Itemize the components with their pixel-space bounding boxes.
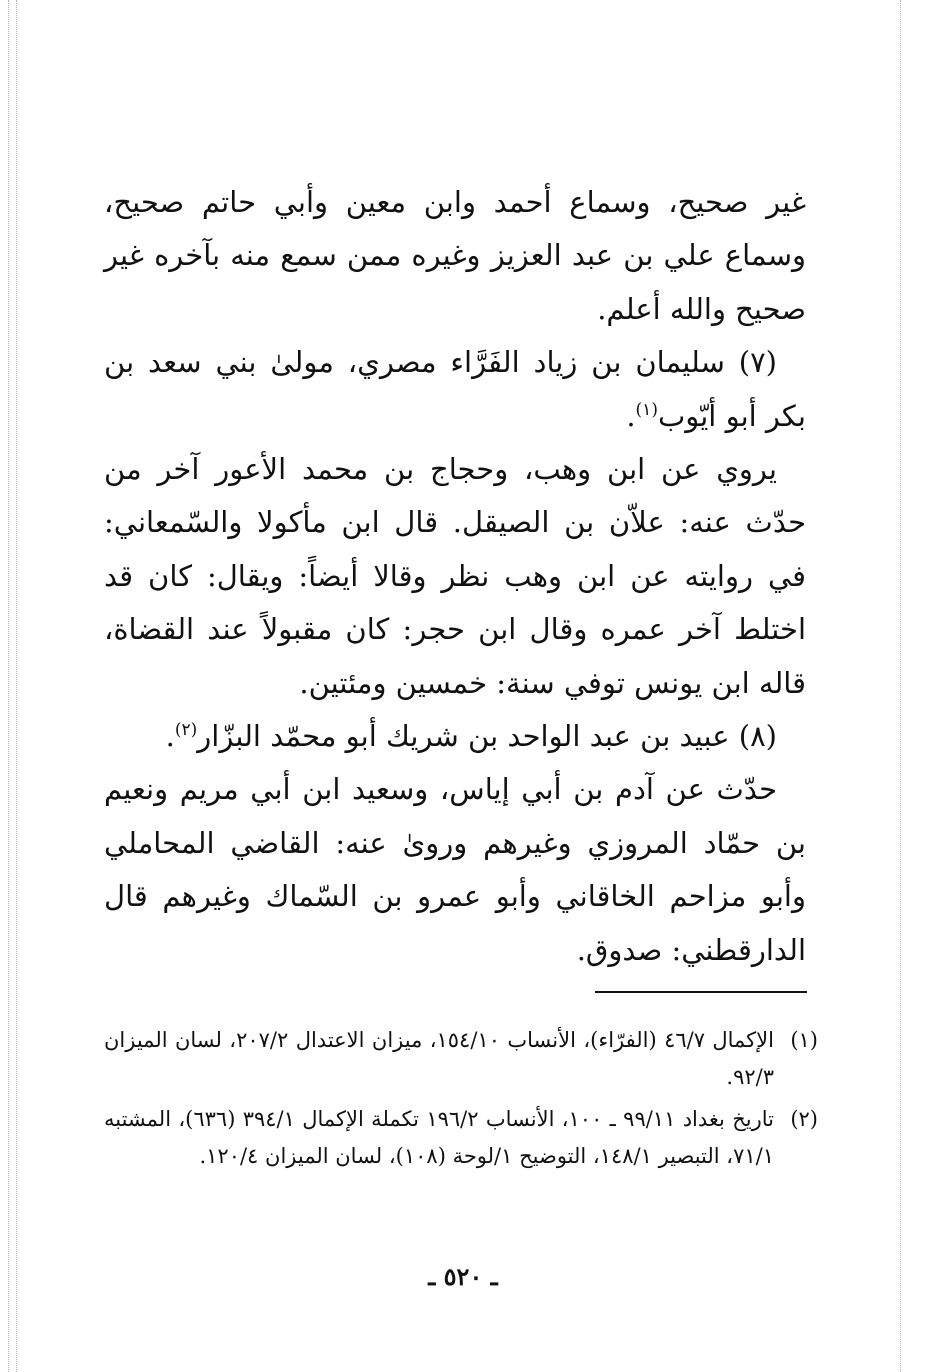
entry-8-body: حدّث عن آدم بن أبي إياس، وسعيد ابن أبي مريم ونعيم بن حمّاد المروزي وغيرهم وروىٰ عنه: القاضي المحاملي وأبو مزاحم الخاقاني وأبو عمرو بن السّماك وغيرهم قال الدارقطني: صدوق.	[104, 772, 806, 967]
footnote-ref-2[interactable]: (٢)	[174, 720, 198, 741]
entry-8-text: (٨) عبيد بن عبد الواحد بن شريك أبو محمّد البزّار	[197, 719, 777, 754]
footnote-1	[104, 1022, 818, 1095]
scan-edge-line-left-inner	[16, 0, 17, 1372]
main-text	[104, 176, 806, 977]
scan-edge-line-left	[8, 0, 9, 1372]
page-number: ـ ٥٢٠ ـ	[428, 1262, 498, 1291]
footnote-ref-1[interactable]: (١)	[635, 399, 658, 420]
footnote-separator	[595, 991, 807, 993]
scan-edge-line-right	[900, 0, 901, 1372]
footnote-2-text: تاريخ بغداد ٩٩/١١ ـ ١٠٠، الأنساب ١٩٦/٢ تكملة الإكمال ٣٩٤/١ (٦٣٦)، المشتبه ٧١/١، التبصير ١٤٨/١، التوضيح ١/لوحة (١٠٨)، لسان الميزان ١٢٠/٤.	[104, 1107, 774, 1168]
footnotes	[104, 1022, 818, 1180]
footnote-1-text: الإكمال ٤٦/٧ (الفرّاء)، الأنساب ١٥٤/١٠، ميزان الاعتدال ٢٠٧/٢، لسان الميزان ٩٢/٣.	[104, 1028, 774, 1089]
entry-8-heading	[104, 710, 806, 763]
footnote-2-number: (٢)	[790, 1107, 818, 1131]
paragraph-continuation: غير صحيح، وسماع أحمد وابن معين وأبي حاتم صحيح، وسماع علي بن عبد العزيز وغيره ممن سمع منه بآخره غير صحيح والله أعلم.	[104, 185, 806, 326]
entry-7-body: يروي عن ابن وهب، وحجاج بن محمد الأعور آخر من حدّث عنه: علاّن بن الصيقل. قال ابن مأكولا والسّمعاني: في روايته عن ابن وهب نظر وقالا أيضاً: ويقال: كان قد اختلط آخر عمره وقال ابن حجر: كان مقبولاً عند القضاة، قاله ابن يونس توفي سنة: خمسين ومئتين.	[104, 452, 806, 700]
entry-7-text: (٧) سليمان بن زياد الفَرَّاء مصري، مولىٰ بني سعد بن بكر أبو أيّوب	[104, 345, 806, 433]
entry-7-tail: .	[626, 398, 636, 433]
footnote-2	[104, 1101, 818, 1174]
footnote-1-number: (١)	[790, 1028, 818, 1052]
entry-7-heading	[104, 336, 806, 443]
entry-8-tail: .	[165, 719, 175, 754]
